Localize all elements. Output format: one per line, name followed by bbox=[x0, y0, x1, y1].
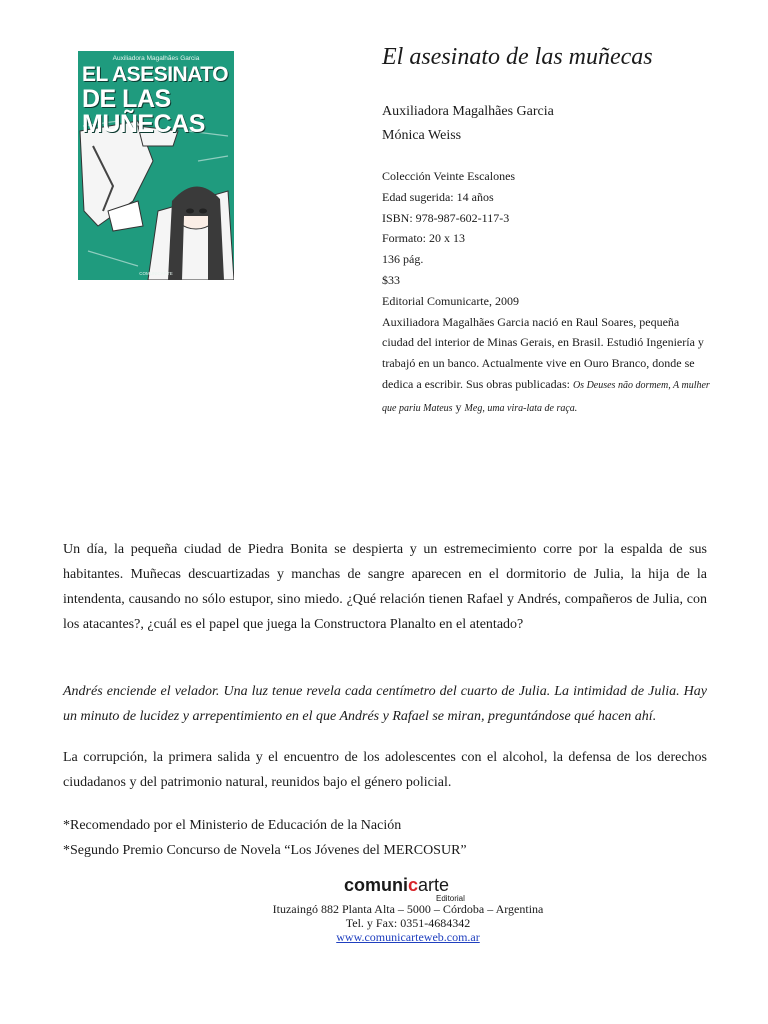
logo-subtitle: Editorial bbox=[436, 894, 465, 903]
website-link[interactable]: www.comunicarteweb.com.ar bbox=[336, 930, 480, 944]
logo-text: comuni bbox=[344, 875, 409, 895]
author-name: Auxiliadora Magalhães Garcia bbox=[382, 104, 554, 119]
detail-price: $33 bbox=[382, 272, 400, 287]
award-item: *Segundo Premio Concurso de Novela “Los Jóvenes del MERCOSUR” bbox=[63, 843, 467, 858]
bio-and: y bbox=[452, 399, 465, 414]
detail-isbn: ISBN: 978-987-602-117-3 bbox=[382, 210, 510, 225]
excerpt-paragraph: Andrés enciende el velador. Una luz tenue revela cada centímetro del cuarto de Julia. La intimidad de Julia. Hay un minuto de lucidez y arrepentimiento en el que Andrés y Rafael se miran, preguntándose qué hacen ahí. bbox=[63, 684, 707, 724]
footer-contact bbox=[200, 902, 616, 944]
cover-author: Auxiliadora Magalhães Garcia bbox=[112, 55, 200, 62]
logo-accent: c bbox=[408, 875, 419, 895]
detail-collection: Colección Veinte Escalones bbox=[382, 169, 516, 183]
bio-work-1: Os Deuses não dormem, A mulher que pariu Mateus bbox=[382, 379, 710, 414]
authors-block bbox=[382, 100, 554, 148]
detail-format: Formato: 20 x 13 bbox=[382, 231, 465, 246]
detail-publisher: Editorial Comunicarte, 2009 bbox=[382, 293, 519, 308]
footer-address: Ituzaingó 882 Planta Alta – 5000 – Córdoba – Argentina bbox=[272, 902, 544, 916]
book-title: El asesinato de las muñecas bbox=[382, 44, 653, 70]
bio-text: Auxiliadora Magalhães Garcia nació en Raul Soares, pequeña ciudad del interior de Minas Gerais, en Brasil. Estudió Ingeniería y trabajó en un banco. Actualmente vive en Ouro Branco, donde se dedica a escribir. Sus obras publicadas: bbox=[382, 314, 704, 391]
illustrator-name: Mónica Weiss bbox=[382, 128, 462, 143]
detail-age: Edad sugerida: 14 años bbox=[382, 189, 494, 204]
cover-title-line2: DE LAS MUÑECAS bbox=[82, 85, 205, 138]
logo-arte: arte bbox=[418, 875, 450, 895]
bio-work-2: Meg, uma vira-lata de raça. bbox=[464, 402, 578, 414]
book-details bbox=[382, 166, 712, 420]
synopsis-paragraph: Un día, la pequeña ciudad de Piedra Bonita se despierta y un estremecimiento corre por la espalda de sus habitantes. Muñecas descuartizadas y manchas de sangre aparecen en el dormitorio de Julia, la hija de la intendenta, causando no sólo estupor, sino miedo. ¿Qué relación tienen Rafael y Andrés, compañeros de Julia, con los atacantes?, ¿cuál es el papel que juega la Constructora Planalto en el atentado? bbox=[63, 542, 707, 632]
footer-phone: Tel. y Fax: 0351-4684342 bbox=[345, 916, 471, 930]
cover-title-line1: EL ASESINATO bbox=[82, 63, 229, 86]
award-item: *Recomendado por el Ministerio de Educación de la Nación bbox=[63, 818, 402, 833]
book-cover bbox=[78, 51, 234, 280]
awards-list bbox=[63, 813, 467, 863]
detail-pages: 136 pág. bbox=[382, 252, 424, 267]
cover-publisher: COMUNICARTE bbox=[139, 271, 173, 276]
themes-paragraph: La corrupción, la primera salida y el encuentro de los adolescentes con el alcohol, la defensa de los derechos ciudadanos y del patrimonio natural, reunidos bajo el género policial. bbox=[63, 750, 707, 790]
author-bio bbox=[382, 312, 712, 420]
publisher-logo bbox=[344, 876, 449, 894]
